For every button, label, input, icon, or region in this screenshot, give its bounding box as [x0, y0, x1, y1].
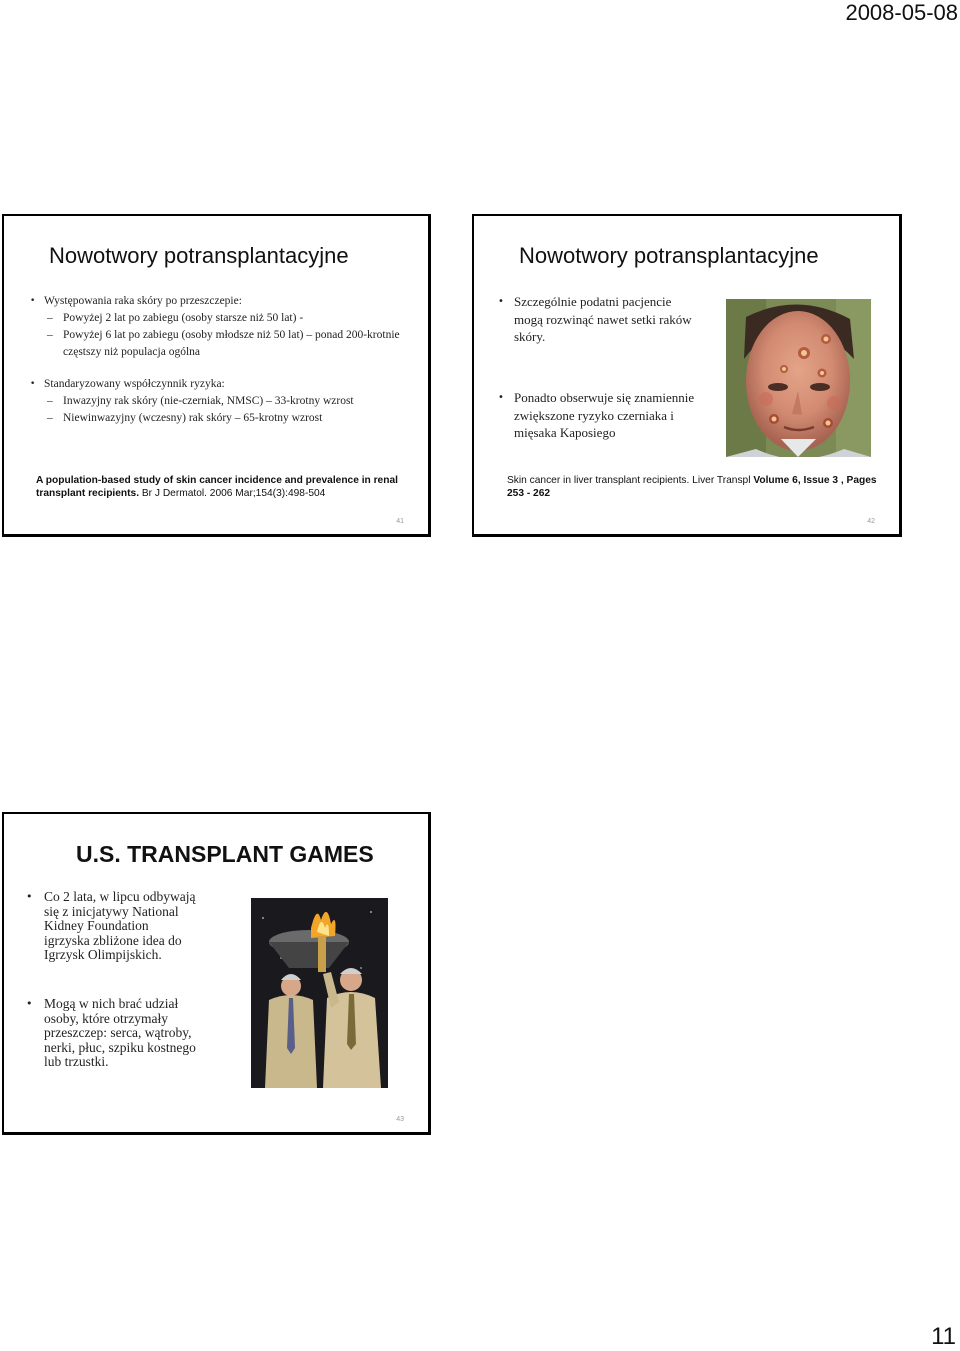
slide-42: [472, 214, 902, 537]
slide-title: Nowotwory potransplantacyjne: [49, 243, 349, 268]
bullet-item: • Szczególnie podatni pacjencie mogą rozwinąć nawet setki raków skóry.: [498, 293, 698, 346]
patient-face-image: [726, 299, 871, 457]
slide-title: U.S. TRANSPLANT GAMES: [76, 841, 374, 867]
slide-number: 43: [396, 1116, 404, 1123]
bullet-list: [498, 293, 698, 346]
bullet-list: [26, 890, 196, 963]
sub-bullet-item: – Niewinwazyjny (wczesny) rak skóry – 65-krotny wzrost: [4, 410, 414, 427]
slide-43: [2, 812, 431, 1135]
slide-title: Nowotwory potransplantacyjne: [519, 243, 819, 268]
document-date: 2008-05-08: [845, 0, 958, 25]
bullet-item: • Standaryzowany współczynnik ryzyka:: [4, 376, 414, 393]
reference-title: Skin cancer in liver transplant recipients. Liver Transpl: [507, 475, 754, 486]
reference-source: Volume 6, Issue 3 , Pages 253 - 262: [507, 475, 877, 499]
sub-bullet-item: – Powyżej 6 lat po zabiegu (osoby młodsze niż 50 lat) – ponad 200-krotnie częstszy niż populacja ogólna: [4, 327, 414, 361]
slide-number: 41: [396, 518, 404, 525]
reference-source: Br J Dermatol. 2006 Mar;154(3):498-504: [139, 488, 326, 499]
slide-number: 42: [867, 518, 875, 525]
bullet-item: • Ponadto obserwuje się znamiennie zwiększone ryzyko czerniaka i mięsaka Kaposiego: [498, 389, 698, 442]
reference-title: A population-based study of skin cancer incidence and prevalence in renal transplant recipients.: [36, 475, 398, 499]
reference: [36, 474, 411, 500]
sub-bullet-item: – Inwazyjny rak skóry (nie-czerniak, NMSC) – 33-krotny wzrost: [4, 393, 414, 410]
bullet-item: • Co 2 lata, w lipcu odbywają się z inicjatywy National Kidney Foundation igrzyska zbliżone idea do Igrzysk Olimpijskich.: [26, 890, 196, 963]
bullet-list: [26, 997, 196, 1070]
page-number: 11: [931, 1323, 956, 1350]
torch-bearers-image: [251, 898, 388, 1088]
bullet-item: • Występowania raka skóry po przeszczepie:: [4, 293, 414, 310]
sub-bullet-item: – Powyżej 2 lat po zabiegu (osoby starsze niż 50 lat) -: [4, 310, 414, 327]
patient-face-photo: [726, 299, 871, 457]
transplant-games-photo: [251, 898, 388, 1088]
bullet-item: • Mogą w nich brać udział osoby, które otrzymały przeszczep: serca, wątroby, nerki, płuc, szpiku kostnego lub trzustki.: [26, 997, 196, 1070]
slide-41: [2, 214, 431, 537]
bullet-list: [4, 293, 414, 427]
reference: [507, 474, 887, 500]
bullet-list: [498, 389, 698, 442]
